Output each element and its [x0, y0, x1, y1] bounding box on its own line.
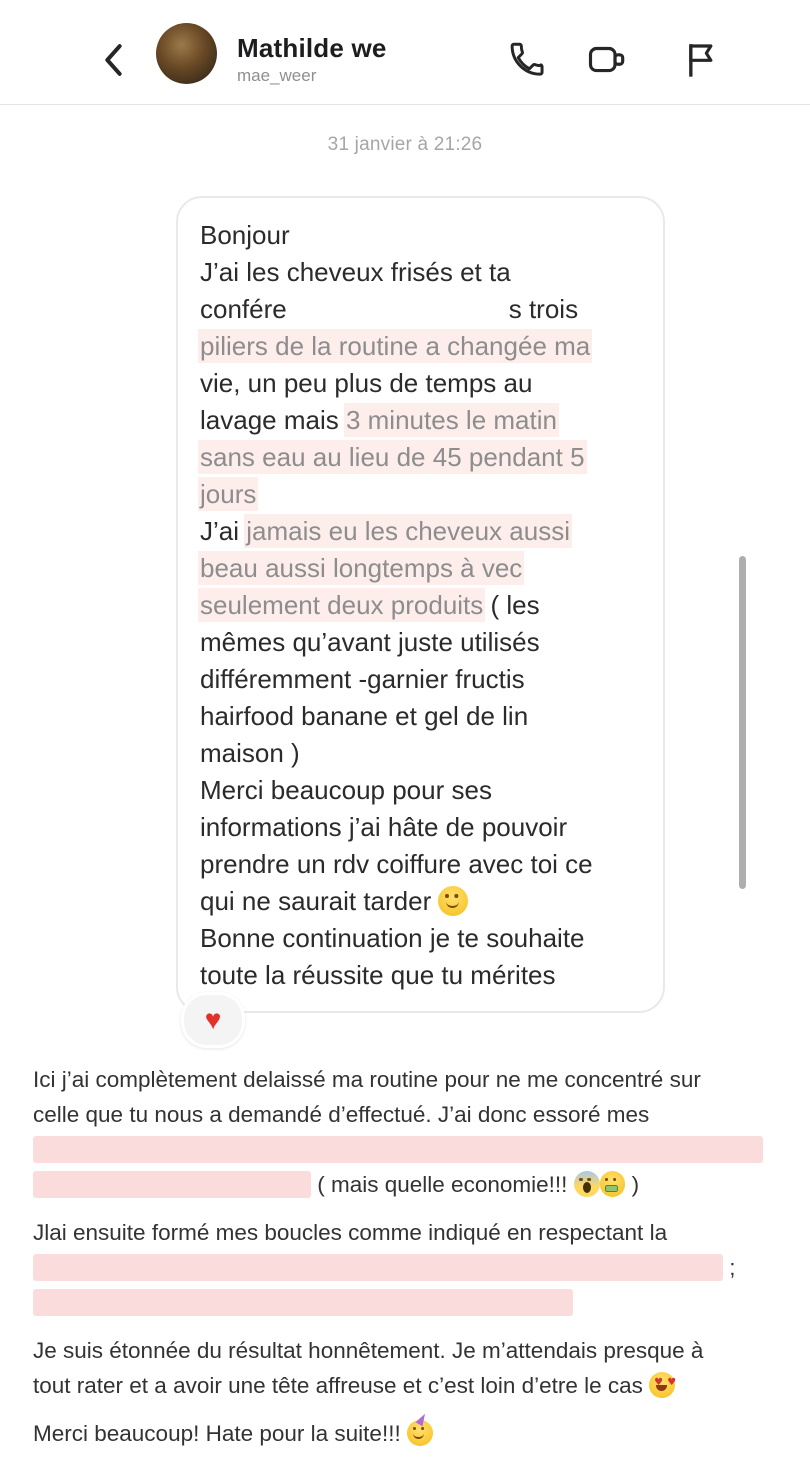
message-line [200, 809, 653, 846]
text-run: lavage mais [200, 405, 346, 435]
message-line [200, 254, 653, 291]
text-run: prendre un rdv coiffure avec toi ce [200, 849, 593, 879]
text-run: ( mais quelle economie!!! [311, 1172, 574, 1197]
red-heart-icon: ♥ [204, 1004, 222, 1035]
message-line [200, 735, 653, 772]
review-row [33, 1333, 795, 1368]
message-line [200, 439, 653, 476]
text-run: tout rater et a avoir une tête affreuse et c’est loin d’etre le cas [33, 1373, 650, 1398]
review-section [33, 1062, 795, 1464]
message-line [200, 846, 653, 883]
heart-eyes-icon [649, 1372, 675, 1398]
redacted-text-bar [33, 1254, 723, 1281]
text-run: Bonne continuation je te souhaite [200, 923, 585, 953]
chat-header [0, 0, 810, 104]
review-paragraph [33, 1416, 795, 1451]
message-reaction[interactable] [181, 992, 245, 1048]
message-line [200, 291, 653, 328]
highlighted-text: 3 minutes le matin [345, 405, 557, 435]
text-run: ; [723, 1255, 736, 1280]
review-paragraph [33, 1062, 795, 1202]
text-run: confére [200, 294, 287, 324]
text-run: toute la réussite que tu mérites [200, 960, 556, 990]
message-line [200, 957, 653, 994]
text-run: maison ) [200, 738, 300, 768]
smiling-face-icon [438, 886, 468, 916]
message-line [200, 661, 653, 698]
flag-button[interactable] [680, 38, 720, 85]
message-line [200, 920, 653, 957]
highlighted-text: sans eau au lieu de 45 pendant 5 [200, 442, 585, 472]
text-run: informations j’ai hâte de pouvoir [200, 812, 568, 842]
redacted-text-bar [33, 1289, 573, 1316]
review-row [33, 1167, 795, 1202]
message-line [200, 365, 653, 402]
review-row [33, 1285, 795, 1320]
text-run: J’ai les cheveux frisés et ta [200, 257, 511, 287]
text-run: différemment -garnier fructis [200, 664, 525, 694]
highlighted-text: beau aussi longtemps à vec [200, 553, 523, 583]
review-row [33, 1097, 795, 1132]
text-run: Merci beaucoup pour ses [200, 775, 492, 805]
review-row [33, 1132, 795, 1167]
message-line [200, 883, 653, 920]
profile-info[interactable] [237, 33, 387, 87]
message-bubble-text [200, 217, 653, 994]
header-divider [0, 104, 810, 105]
party-hat [416, 1412, 429, 1426]
profile-username: mae_weer [237, 66, 317, 85]
text-run: s trois [508, 294, 579, 324]
message-line [200, 328, 653, 365]
highlighted-text: jours [200, 479, 257, 509]
chevron-left-icon [96, 40, 134, 80]
audio-call-button[interactable] [506, 38, 548, 83]
back-button[interactable] [96, 40, 134, 80]
text-run: qui ne saurait tarder [200, 886, 439, 916]
text-run: Bonjour [200, 220, 290, 250]
scream-icon [574, 1171, 600, 1197]
text-run: Merci beaucoup! Hate pour la suite!!! [33, 1421, 407, 1446]
message-line [200, 513, 653, 550]
message-bubble[interactable] [176, 196, 665, 1013]
phone-icon [506, 38, 548, 80]
text-run: ( les [483, 590, 540, 620]
conversation-timestamp: 31 janvier à 21:26 [327, 134, 483, 155]
text-run: J’ai [200, 516, 247, 546]
video-call-button[interactable] [584, 38, 632, 83]
scrollbar-thumb[interactable] [739, 556, 746, 889]
video-camera-icon [584, 38, 632, 80]
message-line [200, 698, 653, 735]
flag-icon [680, 38, 720, 82]
highlighted-text: piliers de la routine a changée ma [200, 331, 591, 361]
highlighted-text: jamais eu les cheveux aussi [246, 516, 570, 546]
review-paragraph [33, 1215, 795, 1320]
money-mouth-icon [600, 1171, 626, 1197]
text-run: hairfood banane et gel de lin [200, 701, 529, 731]
highlighted-text: seulement deux produits [200, 590, 484, 620]
text-run: Je suis étonnée du résultat honnêtement. Je m’attendais presque à [33, 1338, 704, 1363]
review-row [33, 1062, 795, 1097]
message-line [200, 772, 653, 809]
message-line [200, 624, 653, 661]
review-row [33, 1250, 795, 1285]
party-face-icon [407, 1420, 433, 1446]
text-run: ) [625, 1172, 640, 1197]
message-line [200, 402, 653, 439]
text-run: mêmes qu’avant juste utilisés [200, 627, 540, 657]
text-run: celle que tu nous a demandé d’effectué. J’ai donc essoré mes [33, 1102, 650, 1127]
review-row [33, 1416, 795, 1451]
message-line [200, 217, 653, 254]
redacted-text-bar [33, 1171, 311, 1198]
profile-name: Mathilde we [237, 33, 387, 63]
review-row [33, 1368, 795, 1403]
avatar[interactable] [156, 23, 217, 84]
message-line [200, 476, 653, 513]
review-row [33, 1215, 795, 1250]
text-run: vie, un peu plus de temps au [200, 368, 533, 398]
text-run: Jlai ensuite formé mes boucles comme indiqué en respectant la [33, 1220, 668, 1245]
review-paragraph [33, 1333, 795, 1403]
message-line [200, 587, 653, 624]
redacted-text-bar [33, 1136, 763, 1163]
message-line [200, 550, 653, 587]
text-run: Ici j’ai complètement delaissé ma routine pour ne me concentré sur [33, 1067, 701, 1092]
